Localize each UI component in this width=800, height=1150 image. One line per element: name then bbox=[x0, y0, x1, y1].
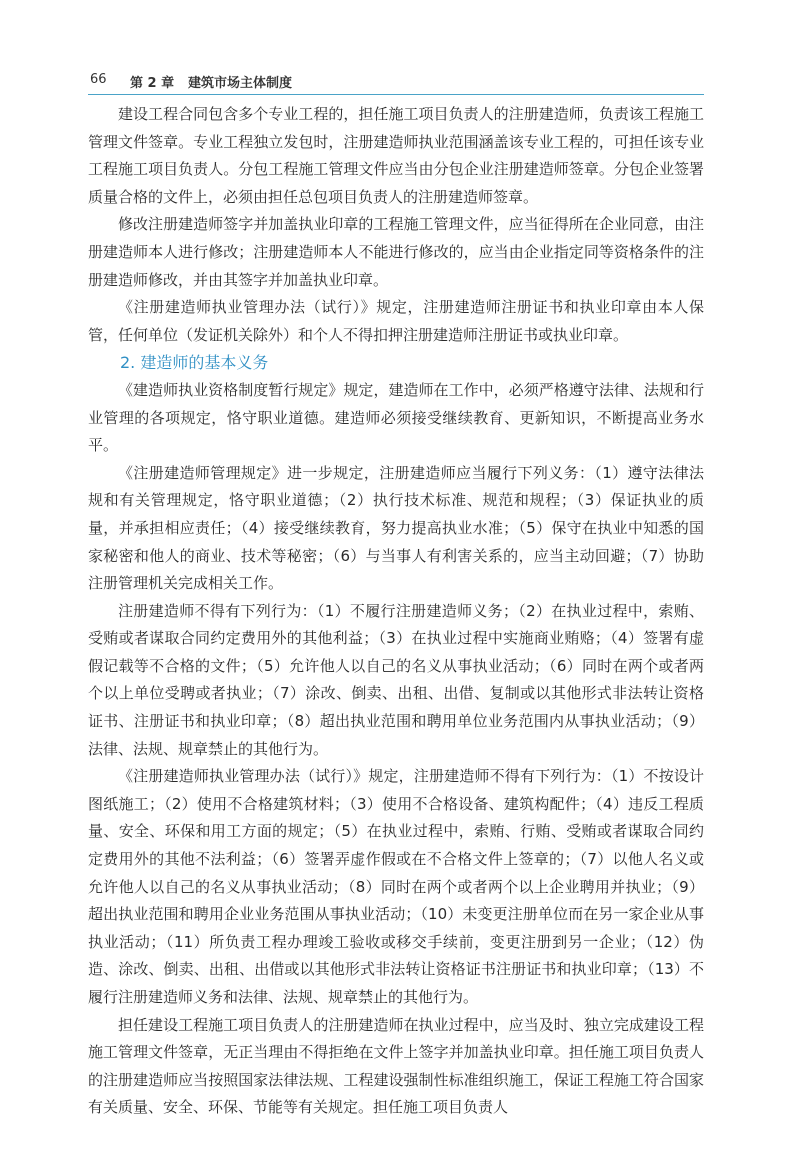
page-number: 66 bbox=[90, 72, 107, 87]
paragraph: 《建造师执业资格制度暂行规定》规定，建造师在工作中，必须严格遵守法律、法规和行业管理的各项规定，恪守职业道德。建造师必须接受继续教育、更新知识，不断提高业务水平。 bbox=[88, 380, 704, 455]
paragraph: 注册建造师不得有下列行为：（1）不履行注册建造师义务；（2）在执业过程中，索贿、受贿或者谋取合同约定费用外的其他利益；（3）在执业过程中实施商业贿赂；（4）签署有虚假记载等不合格的文件；（5）允许他人以自己的名义从事执业活动；（6）同时在两个或者两个以上单位受聘或者执业；（7）涂改、倒卖、出租、出借、复制或以其他形式非法转让资格证书、注册证书和执业印章；（8）超出执业范围和聘用单位业务范围内从事执业活动；（9）法律、法规、规章禁止的其他行为。 bbox=[88, 601, 704, 758]
paragraph: 建设工程合同包含多个专业工程的，担任施工项目负责人的注册建造师，负责该工程施工管理文件签章。专业工程独立发包时，注册建造师执业范围涵盖该专业工程的，可担任该专业工程施工项目负责人。分包工程施工管理文件应当由分包企业注册建造师签章。分包企业签署质量合格的文件上，必须由担任总包项目负责人的注册建造师签章。 bbox=[88, 105, 704, 206]
paragraph: 《注册建造师执业管理办法（试行）》规定，注册建造师不得有下列行为：（1）不按设计图纸施工；（2）使用不合格建筑材料；（3）使用不合格设备、建筑构配件；（4）违反工程质量、安全、环保和用工方面的规定；（5）在执业过程中，索贿、行贿、受贿或者谋取合同约定费用外的其他不法利益；（6）签署弄虚作假或在不合格文件上签章的；（7）以他人名义或允许他人以自己的名义从事执业活动；（8）同时在两个或者两个以上企业聘用并执业；（9）超出执业范围和聘用企业业务范围从事执业活动；（10）未变更注册单位而在另一家企业从事执业活动；（11）所负责工程办理竣工验收或移交手续前，变更注册到另一企业；（12）伪造、涂改、倒卖、出租、出借或以其他形式非法转让资格证书注册证书和执业印章；（13）不履行注册建造师义务和法律、法规、规章禁止的其他行为。 bbox=[88, 767, 704, 1006]
paragraph: 修改注册建造师签字并加盖执业印章的工程施工管理文件，应当征得所在企业同意，由注册建造师本人进行修改；注册建造师本人不能进行修改的，应当由企业指定同等资格条件的注册建造师修改，并由其签字并加盖执业印章。 bbox=[88, 215, 704, 289]
paragraph: 《注册建造师管理规定》进一步规定，注册建造师应当履行下列义务：（1）遵守法律法规和有关管理规定，恪守职业道德；（2）执行技术标准、规范和规程；（3）保证执业的质量，并承担相应责任；（4）接受继续教育，努力提高执业水准；（5）保守在执业中知悉的国家秘密和他人的商业、技术等秘密；（6）与当事人有利害关系的，应当主动回避；（7）协助注册管理机关完成相关工作。 bbox=[88, 463, 704, 593]
chapter-number: 第 2 章 bbox=[130, 76, 175, 91]
running-header bbox=[88, 68, 704, 95]
section-heading: 2. 建造师的基本义务 bbox=[120, 353, 269, 373]
paragraph: 担任建设工程施工项目负责人的注册建造师在执业过程中，应当及时、独立完成建设工程施工管理文件签章，无正当理由不得拒绝在文件上签字并加盖执业印章。担任施工项目负责人的注册建造师应当按照国家法律法规、工程建设强制性标准组织施工，保证工程施工符合国家有关质量、安全、环保、节能等有关规定。担任施工项目负责人 bbox=[88, 1015, 704, 1117]
paragraph: 《注册建造师执业管理办法（试行）》规定，注册建造师注册证书和执业印章由本人保管，任何单位（发证机关除外）和个人不得扣押注册建造师注册证书或执业印章。 bbox=[88, 298, 704, 344]
body-text bbox=[88, 101, 704, 1122]
chapter-title: 建筑市场主体制度 bbox=[188, 76, 293, 91]
